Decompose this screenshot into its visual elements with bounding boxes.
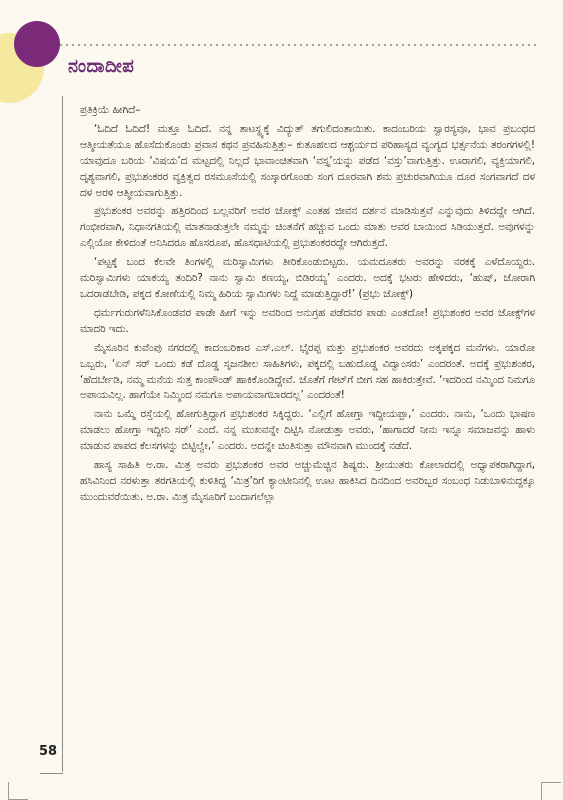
paragraph-4: ಧರ್ಮಗುರುಗಳೆನಿಸಿಕೊಂಡವರ ಪಾಡೇ ಹೀಗೆ ಇನ್ನು ಅವರಿಂದ ಅನುಗ್ರಹ ಪಡೆದವರ ಪಾಡು ಎಂತದೋ! ಪ್ರಭುಶಂಕರ ಅವರ ಜೋಕ್ಸ್‌ಗಳ ಮಾದರಿ ಇದು. [80,306,535,335]
running-title: ನಂದಾದೀಪ [68,56,135,77]
margin-rule-vertical [62,96,63,772]
paragraph-3: ‘ಪಟ್ಟಕ್ಕೆ ಬಂದ ಕೆಲವೇ ತಿಂಗಳಲ್ಲಿ ಮರಿಸ್ವಾಮಿಗಳು ತೀರಿಕೊಂಡುಬಿಟ್ಟರು. ಯಮದೂತರು ಅವರನ್ನು ನರಕಕ್ಕೆ ಎಳೆದೊಯ್ದರು. ಮರಿಸ್ವಾಮಿಗಳು ಯಾಕಯ್ಯ ತಂದಿರಿ? ನಾನು ಸ್ವಾಮಿ ಕಣಯ್ಯ, ಬಿಡಿರಯ್ಯ’ ಎಂದರು. ಅದಕ್ಕೆ ಭಟರು ಹೇಳಿದರು, ‘ಹುಷ್, ಜೋರಾಗಿ ಒದರಾಡಬೇಡಿ, ಪಕ್ಕದ ಕೋಣೆಯಲ್ಲಿ ನಿಮ್ಮ ಹಿರಿಯ ಸ್ವಾಮಿಗಳು ನಿದ್ದೆ ಮಾಡುತ್ತಿದ್ದಾರೆ!’ (ಪ್ರಭು ಜೋಕ್ಸ್) [80,256,535,300]
corner-purple-circle [14,21,60,67]
intro-line: ಪ್ರತಿಕ್ರಿಯೆ ಹೀಗಿದೆ– [80,104,141,116]
paragraph-6: ನಾನು ಒಮ್ಮೆ ರಸ್ತೆಯಲ್ಲಿ ಹೋಗುತ್ತಿದ್ದಾಗ ಪ್ರಭುಶಂಕರ ಸಿಕ್ಕಿದ್ದರು. ‘ಎಲ್ಲಿಗೆ ಹೋಗ್ತಾ ಇದ್ದೀಯಪ್ಪಾ,’ ಎಂದರು. ನಾನು, ‘ಒಂದು ಭಾಷಣ ಮಾಡಲು ಹೋಗ್ತಾ ಇದ್ದೀನಿ ಸರ್’ ಎಂದೆ. ನನ್ನ ಮುಖವನ್ನೇ ದಿಟ್ಟಿಸಿ ನೋಡುತ್ತಾ ಅವರು, ‘ಹಾಗಾದರೆ ನೀನು ಇನ್ನೂ ಸಮಾಜವನ್ನು ಹಾಳು ಮಾಡುವ ಪಾಪದ ಕೆಲಸಗಳನ್ನು ಬಿಟ್ಟಿಲ್ವೇ,’ ಎಂದರು. ಅದನ್ನೇ ಚಿಂತಿಸುತ್ತಾ ಮೌನವಾಗಿ ಮುಂದಕ್ಕೆ ನಡೆದೆ. [80,408,535,453]
margin-rule-horizontal [40,773,63,774]
article-body [80,103,535,506]
crop-mark [8,782,9,800]
paragraph-5: ಮೈಸೂರಿನ ಕುವೆಂಪು ನಗರದಲ್ಲಿ ಕಾದಂಬರಿಕಾರ ಎಸ್.ಎಲ್. ಭೈರಪ್ಪ ಮತ್ತು ಪ್ರಭುಶಂಕರ ಅವರದು ಅಕ್ಕಪಕ್ಕದ ಮನೆಗಳು. ಯಾರೋ ಒಬ್ಬರು, ‘ಏನ್ ಸರ್ ಒಂದು ಕಡೆ ದೊಡ್ಡ ಸೃಜನಶೀಲ ಸಾಹಿತಿಗಳು, ಪಕ್ಕದಲ್ಲಿ ಬಹುದೊಡ್ಡ ವಿದ್ವಾಂಸರು’ ಎಂದರಂತೆ. ಅದಕ್ಕೆ ಪ್ರಭುಶಂಕರ, ‘ಹೆದರ್ಬೇಡಿ, ನಮ್ಮ ಮನೆಯ ಸುತ್ತ ಕಾಂಪೌಂಡ್ ಹಾಕಿಕೊಂಡಿದ್ದೇವೆ. ಜೊತೆಗೆ ಗೇಟ್‌ಗೆ ಬೀಗ ಸಹ ಹಾಕಿರುತ್ತೇವೆ. ‘ಇದರಿಂದ ನಮ್ಮಿಂದ ನಿಮಗೂ ಅಪಾಯವಿಲ್ಲ. ಹಾಗೆಯೇ ನಿಮ್ಮಿಂದ ನಮಗೂ ಅಪಾಯವಾಗಬಾರದಲ್ಲ’ ಎಂದರಂತೆ! [80,341,535,402]
crop-mark [541,782,561,783]
paragraph-2: ಪ್ರಭುಶಂಕರ ಅವರನ್ನು ಹತ್ತಿರದಿಂದ ಬಲ್ಲವರಿಗೆ ಅವರ ಜೋಕ್ಸ್ ಎಂತಹ ಜೀವನ ದರ್ಶನ ಮಾಡಿಸುತ್ತವೆ ಎನ್ನುವುದು ತಿಳಿದದ್ದೇ ಆಗಿದೆ. ಗಂಭೀರವಾಗಿ, ನಿಧಾನಗತಿಯಲ್ಲಿ ಮಾತನಾಡುತ್ತಲೇ ನಮ್ಮನ್ನು ಚಿಂತನೆಗೆ ಹಚ್ಚುವ ಒಂದು ಮಾತು ಅವರ ಬಾಯಿಂದ ಸಿಡಿಯುತ್ತದೆ. ಅವುಗಳನ್ನು ಎಲ್ಲಿಯೋ ಕೇಳಿದಂತೆ ಅನಿಸಿದರೂ ಹೊಸರೂಪ, ಹೊಸಧಾಟಿಯಲ್ಲಿ ಪ್ರಭುಶಂಕರರದ್ದೇ ಆಗಿರುತ್ತದೆ. [80,205,535,250]
crop-mark [541,782,542,800]
paragraph-7: ಹಾಸ್ಯ ಸಾಹಿತಿ ಅ.ರಾ. ಮಿತ್ರ ಅವರು ಪ್ರಭುಶಂಕರ ಅವರ ಅಚ್ಚುಮೆಚ್ಚಿನ ಶಿಷ್ಯರು. ಶ್ರೀಯುತರು ಕೋಲಾರದಲ್ಲಿ ಅಧ್ಯಾಪಕರಾಗಿದ್ದಾಗ, ಹಸಿವಿನಿಂದ ನರಳುತ್ತಾ ತರಗತಿಯಲ್ಲಿ ಕುಳಿತಿದ್ದ ‘ಮಿತ್ರ’ರಿಗೆ ಕ್ಯಾಂಟೀನಿನಲ್ಲಿ ಊಟ ಹಾಕಿಸಿದ ದಿನದಿಂದ ಅವರಿಬ್ಬರ ಸಂಬಂಧ ನಿಡುಬಾಳಿನುದ್ದಕ್ಕೂ ಮುಂದುವರೆಯಿತು. ಅ.ರಾ. ಮಿತ್ರ ಮೈಸೂರಿಗೆ ಬಂದಾಗಲೆಲ್ಲಾ [80,459,535,503]
paragraph-1: ‘ಓದಿದೆ ಓದಿದೆ! ಮತ್ತೂ ಓದಿದೆ. ನನ್ನ ತಾಟಸ್ಥ್ಯಕ್ಕೆ ವಿದ್ಯುತ್ ತಗುಲಿದಂತಾಯಿತು. ಕಾದಂಬರಿಯ ಸ್ವಾರಸ್ಯವೂ, ಭಾವ ಪ್ರಬಂಧದ ಆತ್ಮೀಯತೆಯೂ ಹೊಸೆದುಕೊಂಡು ಪ್ರವಾಸ ಕಥನ ಪ್ರವಹಿಸುತ್ತಿತ್ತು– ಕುತೂಹಲದ ಆಶ್ಚರ್ಯದ ಪರಿಹಾಸ್ಯದ ವ್ಯಂಗ್ಯದ ಭರ್ತ್ಸನೆಯ ತರಂಗಗಳಲ್ಲಿ! ಯಾವುದೂ ಬರಿಯ ‘ವಿಷಯ’ದ ಮಟ್ಟದಲ್ಲಿ ನಿಲ್ಲದೆ ಭಾವಾಂಚಿತವಾಗಿ ‘ವಸ್ತೃ’ಯನ್ನು ಪಡೆದ ‘ವಸ್ತು’ವಾಗುತ್ತಿತ್ತು. ಊರಾಗಲಿ, ವ್ಯಕ್ತಿಯಾಗಲಿ, ದೃಶ್ಯವಾಗಲಿ, ಪ್ರಭುಶಂಕರರ ವ್ಯಕ್ತಿತ್ವದ ರಸಮೂಸೆಯಲ್ಲಿ ಸಂಸ್ಕಾರಗೊಂಡು ಸಂಗ ದೂರವಾಗಿ ಶಮ ಪ್ರಚುರವಾಗಿಯೂ ದೂರ ಸಂಗವಾಗದೆ ದಳ ದಳ ಅರಳಿ ಆತ್ಮೀಯವಾಗುತ್ತಿತ್ತು. [80,122,535,199]
page-number: 58 [39,744,58,759]
dotted-rule [58,44,538,46]
